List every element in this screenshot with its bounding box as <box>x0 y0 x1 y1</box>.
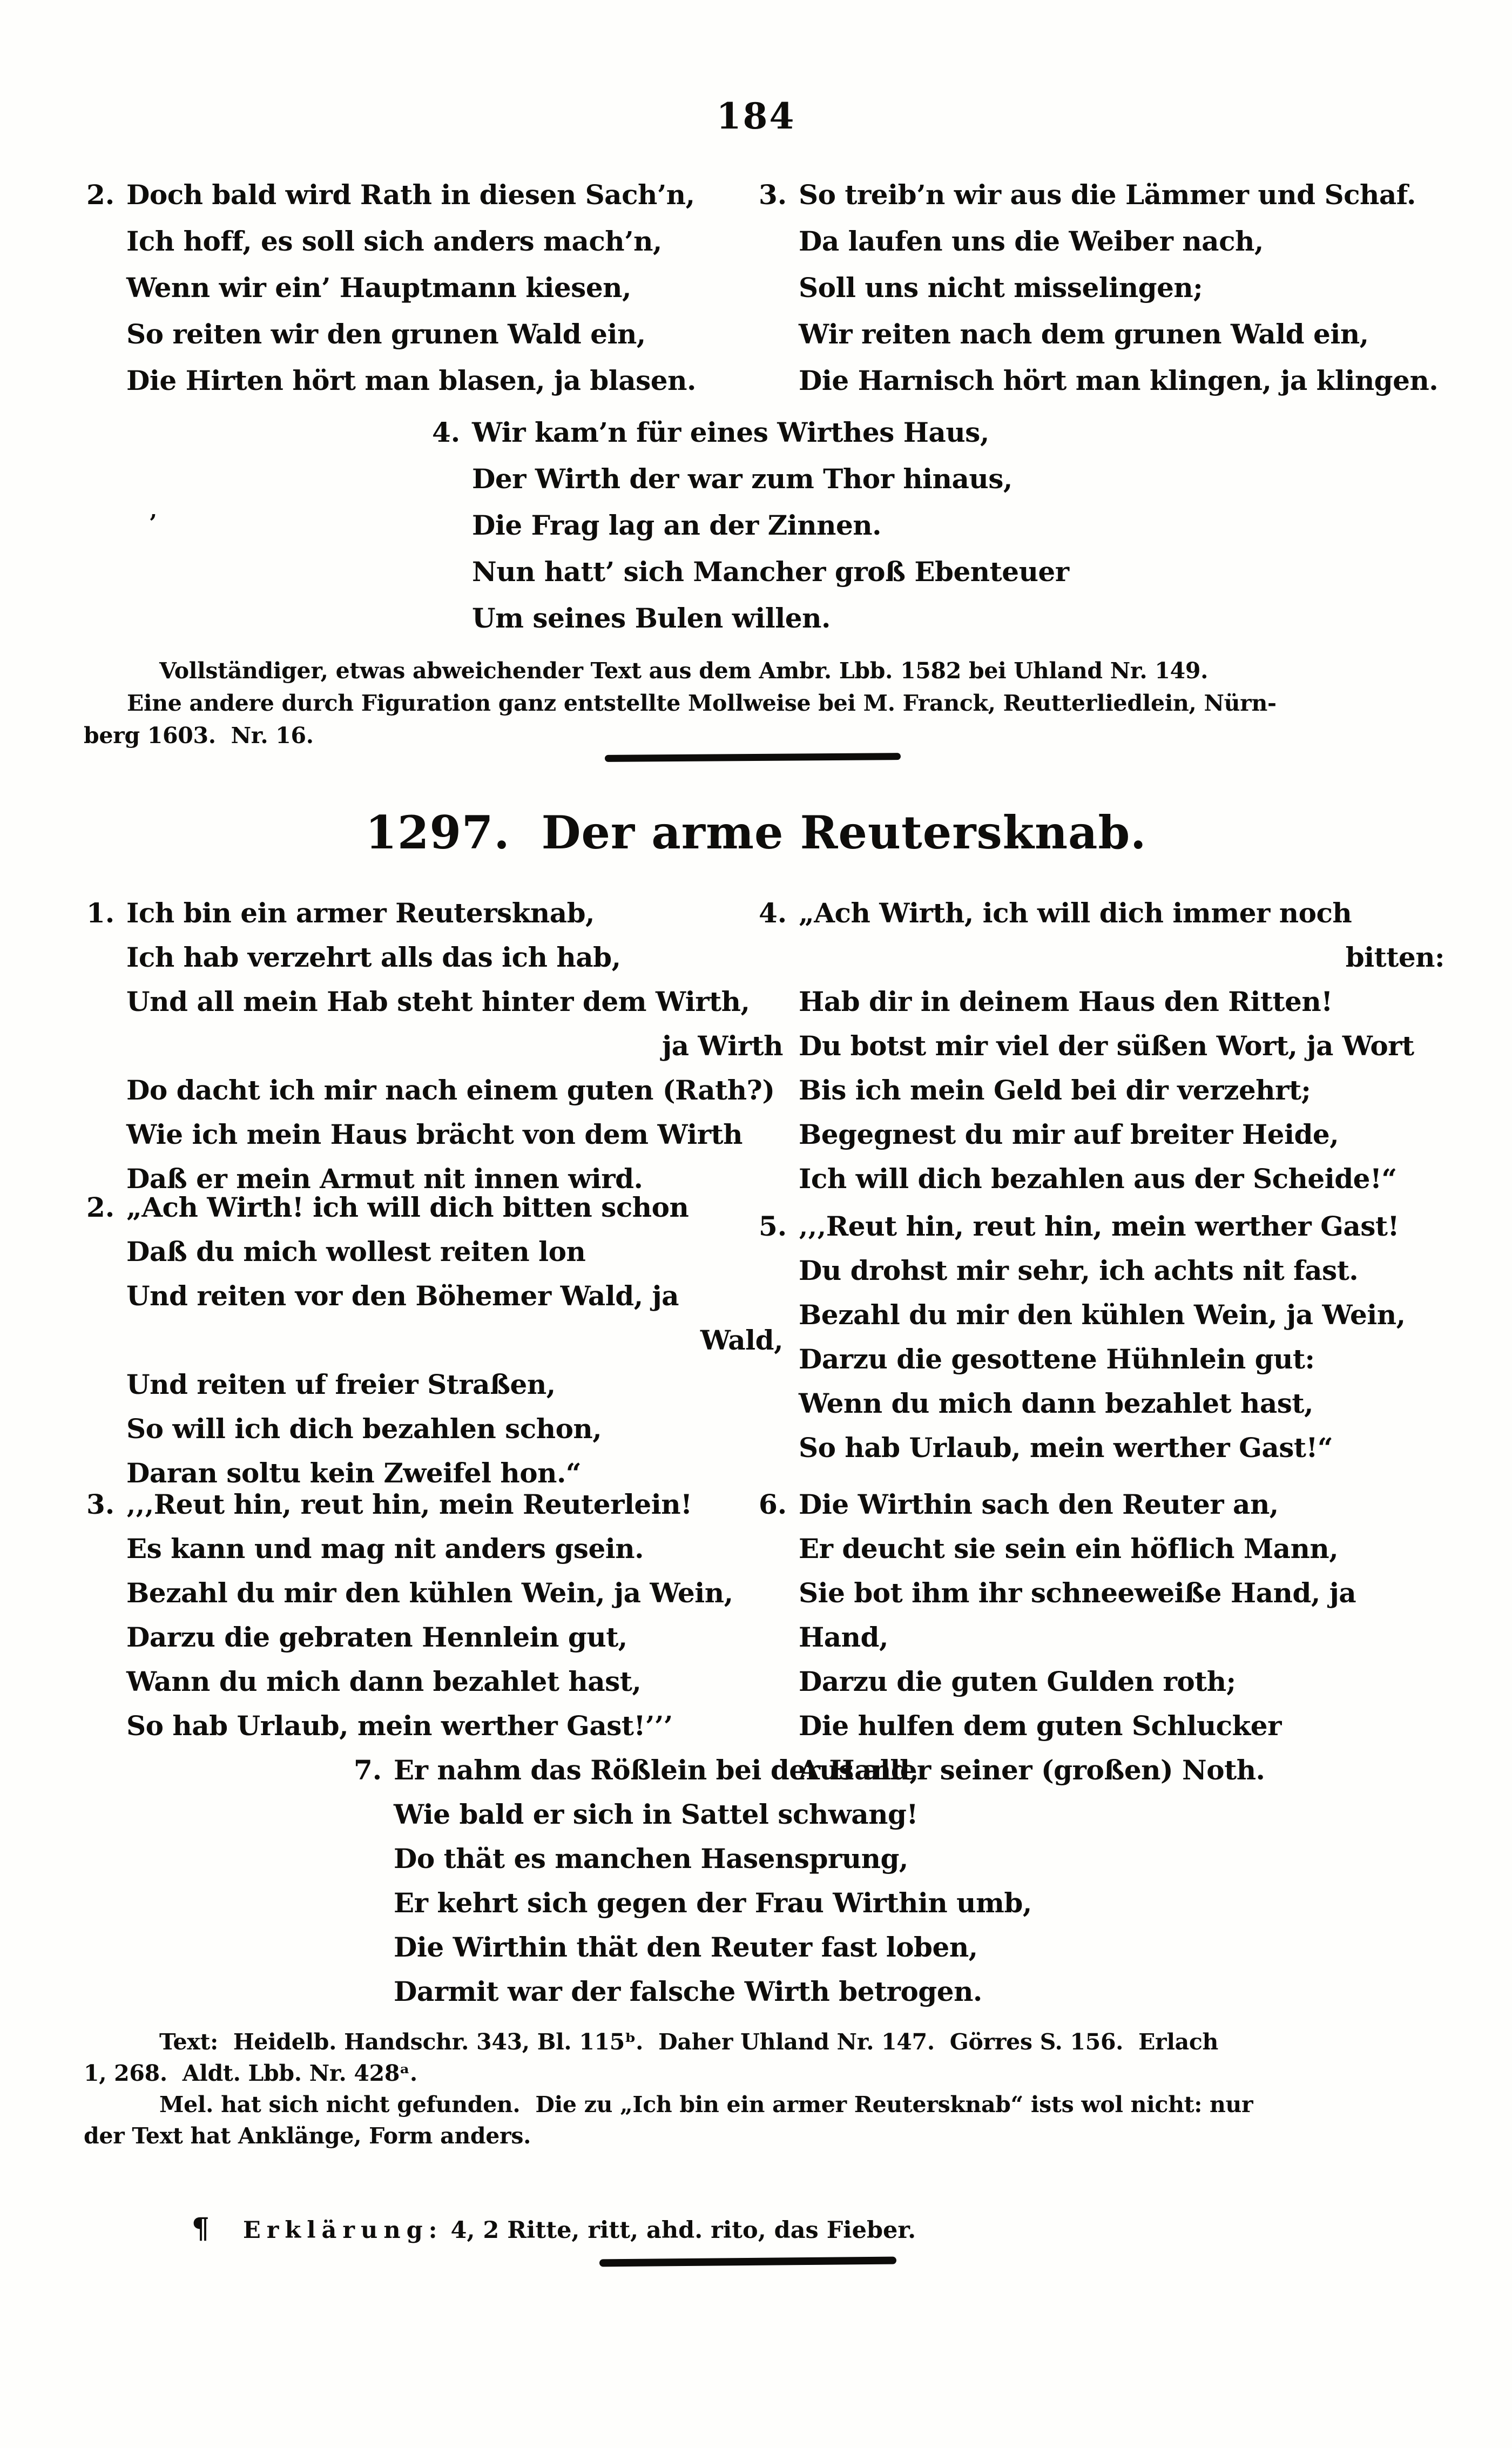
verse-2 <box>86 1185 783 1495</box>
verse-line: Daß er mein Armut nit innen wird. <box>126 1163 643 1195</box>
verse-line: ‚‚‚Reut hin, reut hin, mein werther Gast! <box>799 1210 1399 1242</box>
verse-line: Wie ich mein Haus brächt von dem Wirth <box>126 1118 743 1150</box>
verse-line: Er kehrt sich gegen der Frau Wirthin umb, <box>394 1887 1032 1919</box>
footnote-melody <box>84 2089 1466 2152</box>
verse-line: Die Wirthin sach den Reuter an, <box>799 1488 1279 1520</box>
verse-number: 4. <box>759 897 787 929</box>
song-title <box>0 806 1512 860</box>
note-line: Eine andere durch Figuration ganz entstellte Mollweise bei M. Franck, Reutterliedlein, Nürn- <box>127 690 1277 716</box>
verse-line: Ich bin ein armer Reutersknab, <box>126 897 595 929</box>
verse-line: Nun hatt’ sich Mancher groß Ebenteuer <box>472 556 1069 588</box>
verse-line: Wir kam’n für eines Wirthes Haus, <box>472 416 989 448</box>
verse-number: 3. <box>759 179 787 211</box>
note-line: berg 1603. Nr. 16. <box>84 723 314 748</box>
verse-line: Soll uns nicht misselingen; <box>799 272 1203 304</box>
verse-line: So will ich dich bezahlen schon, <box>126 1413 602 1445</box>
verse-line: Do dacht ich mir nach einem guten (Rath?) <box>126 1074 775 1106</box>
verse-line: Sie bot ihm ihr schneeweiße Hand, ja Hand, <box>799 1577 1366 1653</box>
footnote-text-sources <box>84 2026 1466 2089</box>
verse-line: Er nahm das Rößlein bei der Hand, <box>394 1754 919 1786</box>
verse-3 <box>86 1482 783 1748</box>
verse-line: Darzu die guten Gulden roth; <box>799 1665 1236 1697</box>
verse-line: ‚‚‚Reut hin, reut hin, mein Reuterlein! <box>126 1488 692 1520</box>
verse-line: Es kann und mag nit anders gsein. <box>126 1533 644 1564</box>
verse-line: Wenn du mich dann bezahlet hast, <box>799 1387 1313 1419</box>
verse-number: 3. <box>86 1488 115 1520</box>
verse-number: 2. <box>86 1191 115 1223</box>
erklaerung-label: Erklärung: <box>242 2217 443 2244</box>
ink-speck: ’ <box>149 510 157 536</box>
verse-line: Darzu die gebraten Hennlein gut, <box>126 1621 627 1653</box>
verse-5 <box>759 1204 1444 1470</box>
verse-line: Begegnest du mir auf breiter Heide, <box>799 1118 1339 1150</box>
verse-line: Er deucht sie sein ein höflich Mann, <box>799 1533 1339 1564</box>
verse-line: Wald, <box>700 1324 783 1356</box>
verse-top-4 <box>432 409 1156 642</box>
pilcrow-icon: ¶ <box>191 2212 210 2245</box>
verse-line: Du drohst mir sehr, ich achts nit fast. <box>799 1255 1359 1286</box>
divider-rule <box>605 753 901 762</box>
verse-number: 1. <box>86 897 115 929</box>
verse-line: Ich hoff, es soll sich anders mach’n, <box>126 225 662 257</box>
verse-top-2 <box>86 172 783 404</box>
verse-1 <box>86 891 783 1201</box>
footnote-line: der Text hat Anklänge, Form anders. <box>84 2123 531 2149</box>
verse-line: So hab Urlaub, mein werther Gast!“ <box>799 1432 1333 1464</box>
source-note <box>84 655 1455 752</box>
verse-7 <box>354 1748 1164 2014</box>
page-number: 184 <box>716 95 796 137</box>
verse-line: Daß du mich wollest reiten lon <box>126 1236 586 1267</box>
verse-line: Die Frag lag an der Zinnen. <box>472 509 882 541</box>
footnote-line: Mel. hat sich nicht gefunden. Die zu „Ich bin ein armer Reutersknab“ ists wol nicht: nur <box>159 2092 1253 2117</box>
verse-line: Darzu die gesottene Hühnlein gut: <box>799 1343 1315 1375</box>
verse-line: Bezahl du mir den kühlen Wein, ja Wein, <box>799 1299 1406 1331</box>
verse-6 <box>759 1482 1444 1792</box>
verse-line: Hab dir in deinem Haus den Ritten! <box>799 986 1333 1017</box>
verse-line: „Ach Wirth! ich will dich bitten schon <box>126 1191 689 1223</box>
verse-line: Ich will dich bezahlen aus der Scheide!“ <box>799 1163 1397 1195</box>
verse-line: bitten: <box>1345 941 1444 973</box>
verse-number: 4. <box>432 416 461 448</box>
verse-line: So hab Urlaub, mein werther Gast!’’’ <box>126 1710 673 1742</box>
verse-line: Die Hirten hört man blasen, ja blasen. <box>126 365 696 396</box>
verse-number: 6. <box>759 1488 787 1520</box>
verse-line: Wenn wir ein’ Hauptmann kiesen, <box>126 272 631 304</box>
erklaerung-text: 4, 2 Ritte, ritt, ahd. rito, das Fieber. <box>450 2217 916 2244</box>
verse-line: Aus aller seiner (großen) Noth. <box>799 1754 1265 1786</box>
verse-4 <box>759 891 1444 1201</box>
verse-line: Ich hab verzehrt alls das ich hab, <box>126 941 621 973</box>
verse-number: 7. <box>354 1754 382 1786</box>
verse-line: So treib’n wir aus die Lämmer und Schaf. <box>799 179 1416 211</box>
verse-line: Daran soltu kein Zweifel hon.“ <box>126 1457 582 1489</box>
verse-line: Und reiten vor den Böhemer Wald, ja <box>126 1280 679 1312</box>
verse-line: Und all mein Hab steht hinter dem Wirth, <box>126 986 750 1017</box>
verse-line: Wie bald er sich in Sattel schwang! <box>394 1798 918 1830</box>
verse-line: Um seines Bulen willen. <box>472 602 831 634</box>
verse-line: So reiten wir den grunen Wald ein, <box>126 318 646 350</box>
song-title-text: Der arme Reutersknab. <box>541 806 1147 859</box>
verse-line: Die Wirthin thät den Reuter fast loben, <box>394 1931 978 1963</box>
verse-line: „Ach Wirth, ich will dich immer noch <box>799 897 1352 929</box>
verse-line: Do thät es manchen Hasensprung, <box>394 1843 908 1874</box>
verse-top-3 <box>759 172 1444 404</box>
footnote-line: Text: Heidelb. Handschr. 343, Bl. 115ᵇ. Daher Uhland Nr. 147. Görres S. 156. Erlach <box>159 2029 1219 2055</box>
footnote-line: 1, 268. Aldt. Lbb. Nr. 428ᵃ. <box>84 2060 417 2086</box>
verse-line: Bezahl du mir den kühlen Wein, ja Wein, <box>126 1577 733 1609</box>
verse-line: Die Harnisch hört man klingen, ja klingen. <box>799 365 1439 396</box>
verse-line: Wann du mich dann bezahlet hast, <box>126 1665 642 1697</box>
verse-line: ja Wirth <box>662 1030 783 1062</box>
verse-line: Du botst mir viel der süßen Wort, ja Wort <box>799 1030 1414 1062</box>
verse-line: Die hulfen dem guten Schlucker <box>799 1710 1281 1742</box>
verse-number: 2. <box>86 179 115 211</box>
verse-line: Doch bald wird Rath in diesen Sach’n, <box>126 179 695 211</box>
verse-line: Wir reiten nach dem grunen Wald ein, <box>799 318 1369 350</box>
verse-line: Und reiten uf freier Straßen, <box>126 1368 556 1400</box>
verse-line: Bis ich mein Geld bei dir verzehrt; <box>799 1074 1311 1106</box>
verse-line: Darmit war der falsche Wirth betrogen. <box>394 1975 982 2007</box>
note-line: Vollständiger, etwas abweichender Text aus dem Ambr. Lbb. 1582 bei Uhland Nr. 149. <box>159 658 1209 684</box>
verse-line: Der Wirth der war zum Thor hinaus, <box>472 463 1013 495</box>
song-number: 1297. <box>365 806 510 859</box>
verse-number: 5. <box>759 1210 787 1242</box>
verse-line: Da laufen uns die Weiber nach, <box>799 225 1264 257</box>
